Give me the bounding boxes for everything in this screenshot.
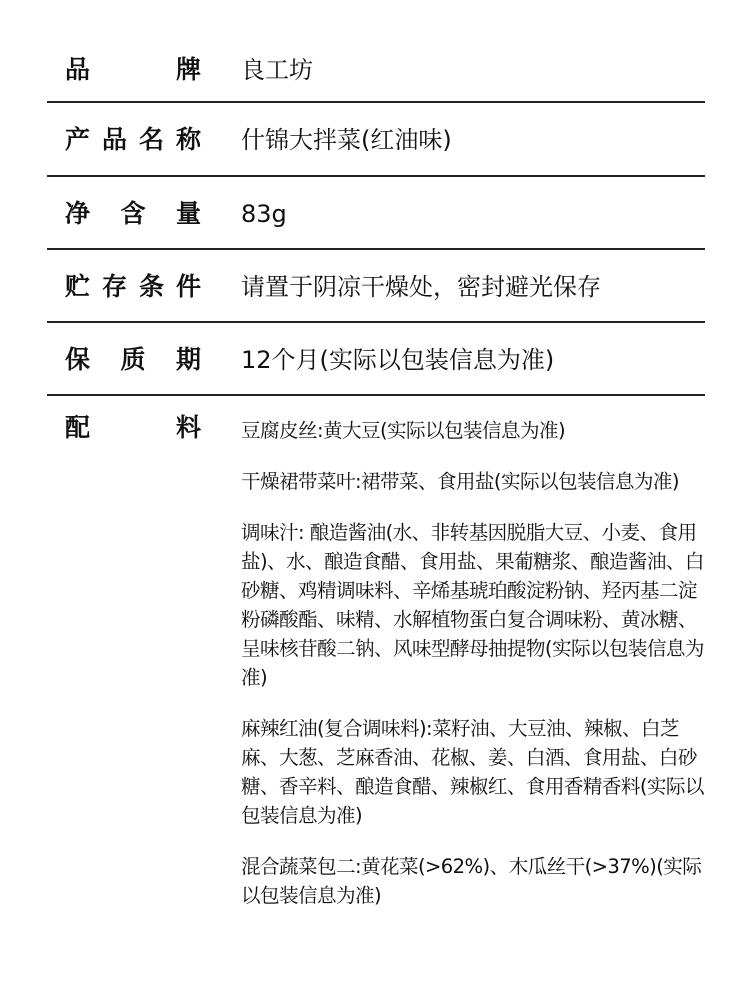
label-char: 保 <box>65 345 91 374</box>
row-product-name <box>47 103 705 177</box>
label-char: 名 <box>138 125 164 154</box>
net-content-label <box>65 199 201 229</box>
ingredient-item: 豆腐皮丝:黄大豆(实际以包装信息为准) <box>241 419 565 442</box>
label-char: 存 <box>101 272 127 301</box>
label-char: 净 <box>65 199 91 228</box>
label-char: 条 <box>138 272 164 301</box>
net-content-value: 83g <box>241 200 287 228</box>
ingredient-item: 干燥裙带菜叶:裙带菜、食用盐(实际以包装信息为准) <box>241 470 679 493</box>
label-char: 牌 <box>175 55 201 84</box>
brand-value: 良工坊 <box>241 56 313 84</box>
product-info-table <box>47 0 705 996</box>
ingredients-list <box>241 416 711 932</box>
product-name-label <box>65 125 201 155</box>
label-char: 贮 <box>65 272 91 301</box>
row-net-content <box>47 177 705 250</box>
label-char: 产 <box>65 125 91 154</box>
shelf-life-label <box>65 345 201 375</box>
label-char: 品 <box>65 55 91 84</box>
storage-label <box>65 272 201 302</box>
ingredients-label <box>65 413 201 443</box>
shelf-life-value: 12个月(实际以包装信息为准) <box>241 346 555 374</box>
brand-label <box>65 55 201 85</box>
row-ingredients <box>47 396 705 996</box>
label-char: 含 <box>120 199 146 228</box>
ingredient-item: 混合蔬菜包二:黄花菜(>62%)、木瓜丝干(>37%)(实际以包装信息为准) <box>241 855 702 907</box>
ingredient-item: 麻辣红油(复合调味料):菜籽油、大豆油、辣椒、白芝麻、大葱、芝麻香油、花椒、姜、白酒、食用盐、白砂糖、香辛料、酿造食醋、辣椒红、食用香精香料(实际以包装信息为准) <box>241 717 704 827</box>
label-char: 件 <box>175 272 201 301</box>
ingredient-item: 调味汁: 酿造酱油(水、非转基因脱脂大豆、小麦、食用盐)、水、酿造食醋、食用盐、果葡糖浆、酿造酱油、白砂糖、鸡精调味料、辛烯基琥珀酸淀粉钠、羟丙基二淀粉磷酸酯、味精、水解植物蛋白复合调味粉、黄冰糖、呈味核苷酸二钠、风味型酵母抽提物(实际以包装信息为准) <box>241 521 704 689</box>
label-char: 量 <box>175 199 201 228</box>
label-char: 配 <box>65 413 91 442</box>
storage-value: 请置于阴凉干燥处，密封避光保存 <box>241 273 601 301</box>
row-brand <box>47 0 705 103</box>
row-storage <box>47 250 705 323</box>
label-char: 期 <box>175 345 201 374</box>
label-char: 质 <box>120 345 146 374</box>
row-shelf-life <box>47 323 705 396</box>
product-name-value: 什锦大拌菜(红油味) <box>241 126 452 154</box>
label-char: 料 <box>175 413 201 442</box>
label-char: 称 <box>175 125 201 154</box>
label-char: 品 <box>101 125 127 154</box>
